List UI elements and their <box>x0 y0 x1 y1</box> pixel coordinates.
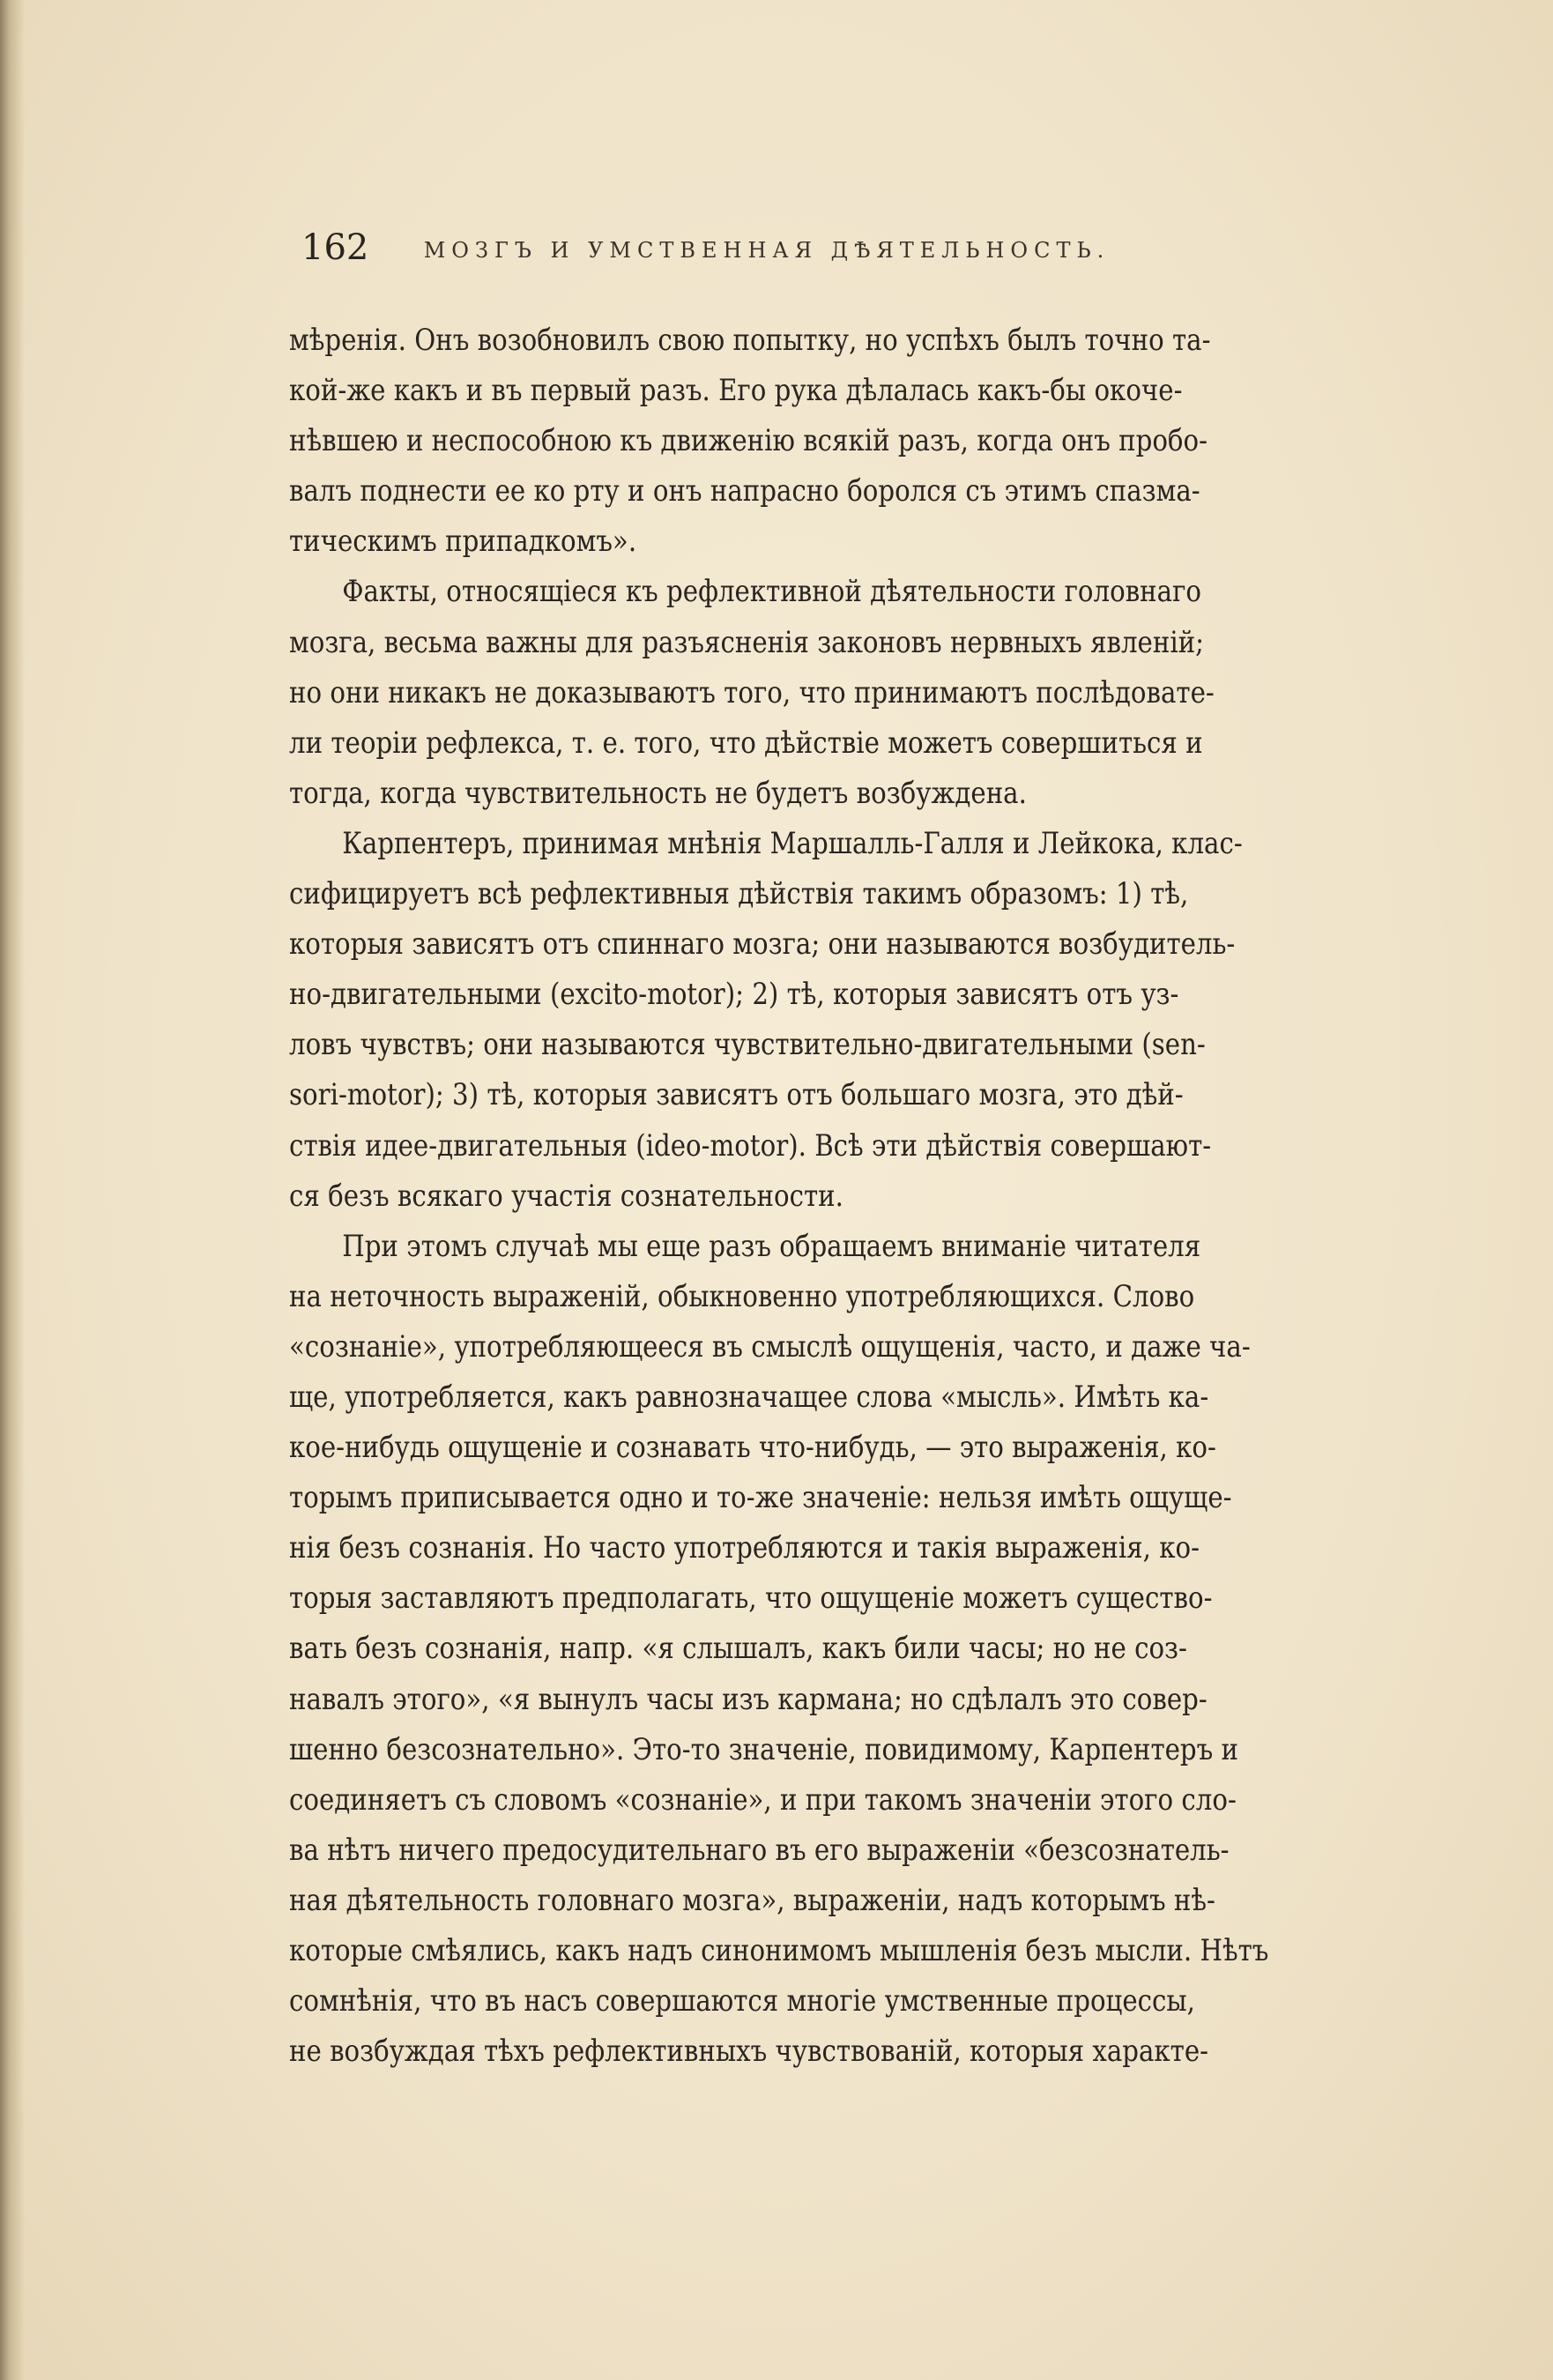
text-line: ловъ чувствъ; они называются чувствительно-двигательными (sen- <box>289 1027 1206 1063</box>
text-line: которые смѣялись, какъ надъ синонимомъ мышленія безъ мысли. Нѣтъ <box>289 1933 1269 1968</box>
text-line: вать безъ сознанія, напр. «я слышалъ, какъ били часы; но не соз- <box>289 1631 1187 1667</box>
text-line: При этомъ случаѣ мы еще разъ обращаемъ вниманіе читателя <box>342 1228 1201 1264</box>
text-line: ли теоріи рефлекса, т. е. того, что дѣйствіе можетъ совершиться и <box>289 725 1203 761</box>
text-line: торымъ приписывается одно и то-же значеніе: нельзя имѣть ощуще- <box>289 1480 1232 1516</box>
text-line: торыя заставляютъ предполагать, что ощущеніе можетъ существо- <box>289 1580 1213 1617</box>
text-line: на неточность выраженій, обыкновенно употребляющихся. Слово <box>289 1278 1195 1314</box>
text-line: сомнѣнія, что въ насъ совершаются многіе умственные процессы, <box>289 1983 1195 2019</box>
running-title: МОЗГЪ И УМСТВЕННАЯ ДѢЯТЕЛЬНОСТЬ. <box>423 238 1111 263</box>
text-line: кой-же какъ и въ первый разъ. Его рука дѣлалась какъ-бы окоче- <box>289 373 1183 409</box>
text-line: нѣвшею и неспособною къ движенію всякій разъ, когда онъ пробо- <box>289 423 1208 459</box>
text-line: которыя зависятъ отъ спиннаго мозга; они называются возбудитель- <box>289 926 1236 963</box>
text-line: ще, употребляется, какъ равнозначащее слова «мысль». Имѣть ка- <box>289 1379 1209 1415</box>
text-line: тогда, когда чувствительность не будетъ возбуждена. <box>289 775 1027 811</box>
text-line: Факты, относящіеся къ рефлективной дѣятельности головнаго <box>342 574 1202 610</box>
text-line: ствія идее-двигательныя (ideo-motor). Всѣ эти дѣйствія совершают- <box>289 1127 1212 1164</box>
text-line: ная дѣятельность головнаго мозга», выраженіи, надъ которымъ нѣ- <box>289 1882 1215 1918</box>
text-line: валъ поднести ее ко рту и онъ напрасно боролся съ этимъ спазма- <box>289 473 1200 509</box>
page-header <box>291 227 1243 273</box>
text-line: «сознаніе», употребляющееся въ смыслѣ ощущенія, часто, и даже ча- <box>289 1328 1251 1365</box>
book-spine-shadow <box>0 0 25 2380</box>
text-line: не возбуждая тѣхъ рефлективныхъ чувствованій, которыя характе- <box>289 2034 1209 2070</box>
page-number: 162 <box>301 227 369 268</box>
text-line: соединяетъ съ словомъ «сознаніе», и при такомъ значеніи этого сло- <box>289 1781 1237 1818</box>
text-line: тическимъ припадкомъ». <box>289 524 637 560</box>
text-line: ся безъ всякаго участія сознательности. <box>289 1178 843 1214</box>
text-line: нія безъ сознанія. Но часто употребляются и такія выраженія, ко- <box>289 1530 1200 1566</box>
body-text <box>289 316 1400 2077</box>
text-line: Карпентеръ, принимая мнѣнія Маршалль-Галля и Лейкока, клас- <box>342 825 1243 861</box>
text-line: шенно безсознательно». Это-то значеніе, повидимому, Карпентеръ и <box>289 1731 1239 1767</box>
text-line: но-двигательными (excito-motor); 2) тѣ, которыя зависятъ отъ уз- <box>289 977 1179 1013</box>
text-line: мозга, весьма важны для разъясненія законовъ нервныхъ явленій; <box>289 624 1205 660</box>
text-line: но они никакъ не доказываютъ того, что принимаютъ послѣдовате- <box>289 674 1215 710</box>
text-line: мѣренія. Онъ возобновилъ свою попытку, но успѣхъ былъ точно та- <box>289 323 1211 358</box>
text-line: кое-нибудь ощущеніе и сознавать что-нибудь, — это выраженія, ко- <box>289 1430 1216 1466</box>
text-line: ва нѣтъ ничего предосудительнаго въ его выраженіи «безсознатель- <box>289 1832 1230 1868</box>
text-line: sori-motor); 3) тѣ, которыя зависятъ отъ большаго мозга, это дѣй- <box>289 1077 1184 1113</box>
text-line: сифицируетъ всѣ рефлективныя дѣйствія такимъ образомъ: 1) тѣ, <box>289 876 1189 912</box>
text-line: навалъ этого», «я вынулъ часы изъ кармана; но сдѣлалъ это совер- <box>289 1681 1207 1717</box>
